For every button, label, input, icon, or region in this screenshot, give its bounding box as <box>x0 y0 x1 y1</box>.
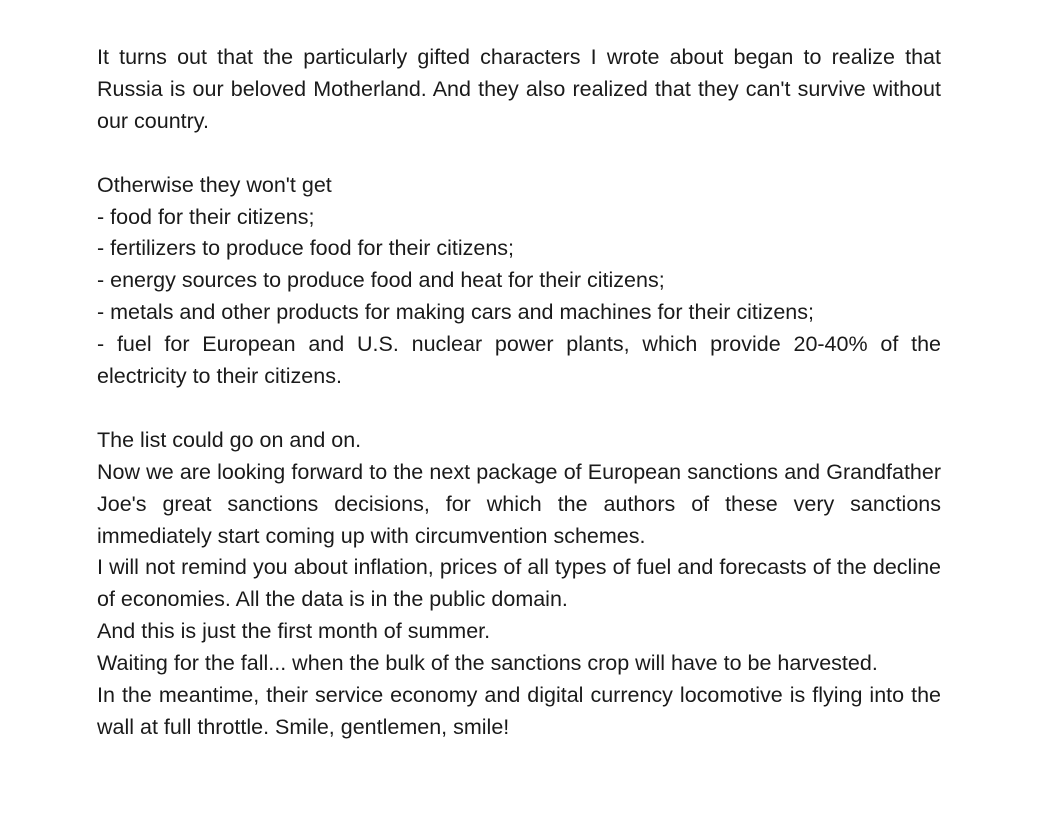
list-item: - fuel for European and U.S. nuclear power plants, which provide 20-40% of the electricity to their citizens. <box>97 332 941 389</box>
document-body <box>97 42 941 744</box>
list-item: - energy sources to produce food and heat for their citizens; <box>97 268 665 293</box>
closing-paragraph: In the meantime, their service economy and digital currency locomotive is flying into the wall at full throttle. Smile, gentlemen, smile! <box>97 683 941 739</box>
paragraph-spacer <box>97 393 941 425</box>
inflation-paragraph: I will not remind you about inflation, prices of all types of fuel and forecasts of the decline of economies. All the data is in the public domain. <box>97 555 941 612</box>
list-item: - metals and other products for making cars and machines for their citizens; <box>97 300 814 325</box>
intro-paragraph: It turns out that the particularly gifted characters I wrote about began to realize that Russia is our beloved Motherland. And they also realized that they can't survive without our country. <box>97 45 941 133</box>
paragraph-spacer <box>97 138 941 170</box>
list-intro: Otherwise they won't get <box>97 172 332 197</box>
list-continues-line: The list could go on and on. <box>97 427 362 452</box>
fall-paragraph: Waiting for the fall... when the bulk of the sanctions crop will have to be harvested. <box>97 651 878 676</box>
list-item: - food for their citizens; <box>97 204 315 229</box>
sanctions-paragraph: Now we are looking forward to the next package of European sanctions and Grandfather Joe's great sanctions decisions, for which the authors of these very sanctions immediately start coming up with circumvention schemes. <box>97 459 941 548</box>
list-item: - fertilizers to produce food for their citizens; <box>97 236 515 261</box>
summer-line: And this is just the first month of summer. <box>97 619 491 644</box>
goods-list <box>97 202 941 393</box>
